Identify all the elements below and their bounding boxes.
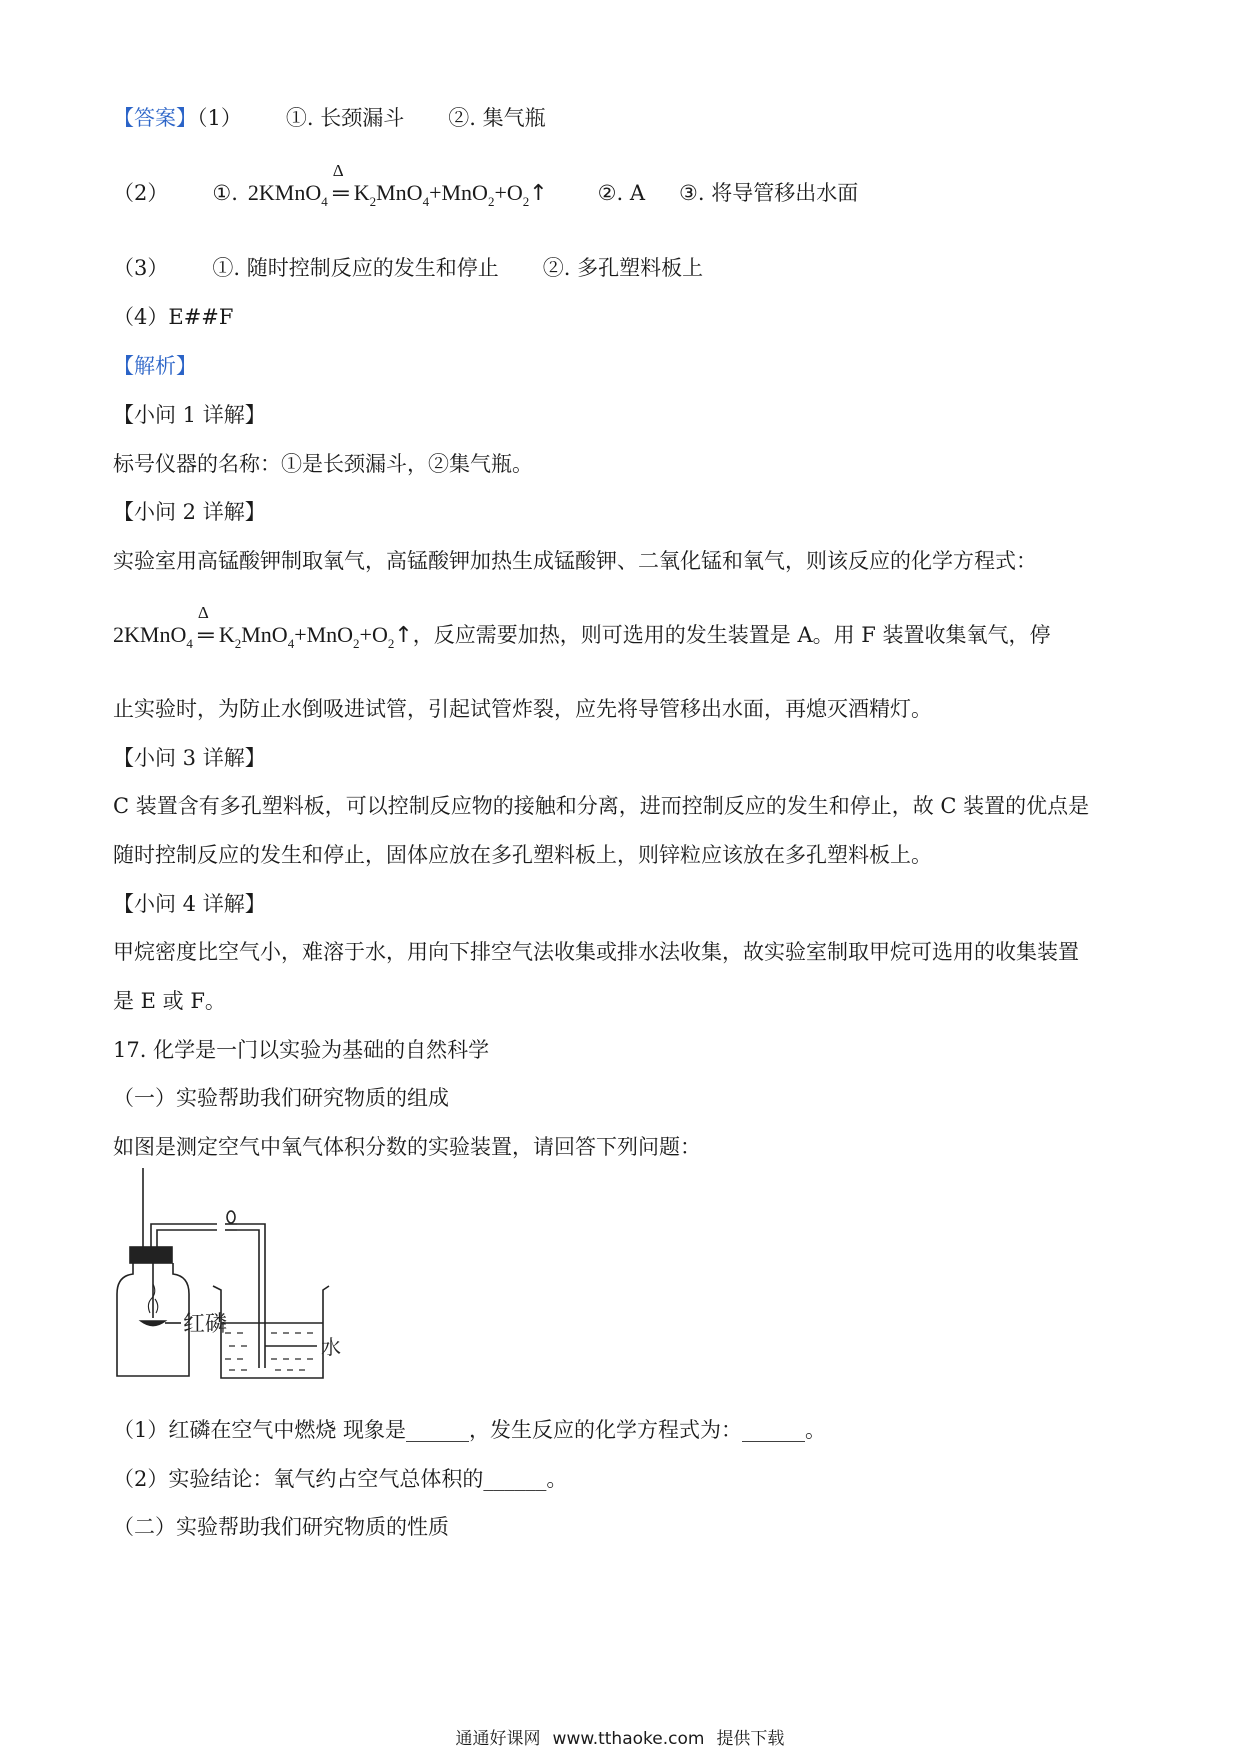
subquestion-2-text-2: ，反应需要加热，则可选用的发生装置是 A。用 F 装置收集氧气，停 — [412, 623, 1051, 647]
answer-tag: 【答案】 — [113, 106, 197, 130]
connecting-tube-left — [151, 1224, 217, 1247]
q2-answer-1-label: ①. — [212, 181, 238, 205]
subquestion-4-text-2: 是 E 或 F。 — [113, 989, 226, 1013]
combustion-spoon — [141, 1321, 165, 1326]
subquestion-2-text-3: 止实验时，为防止水倒吸进试管，引起试管炸裂，应先将导管移出水面，再熄灭酒精灯。 — [113, 697, 932, 721]
question-17-part-1: （一）实验帮助我们研究物质的组成 — [113, 1086, 449, 1110]
subquestion-2-text-1: 实验室用高锰酸钾制取氧气，高锰酸钾加热生成锰酸钾、二氧化锰和氧气，则该反应的化学方程式： — [113, 549, 1037, 573]
question-17-part-2: （二）实验帮助我们研究物质的性质 — [113, 1515, 449, 1539]
subquestion-4-text-1: 甲烷密度比空气小，难溶于水，用向下排空气法收集或排水法收集，故实验室制取甲烷可选用的收集装置 — [113, 940, 1079, 964]
question-17-title: 17. 化学是一门以实验为基础的自然科学 — [113, 1038, 490, 1062]
subquestion-3-text-2: 随时控制反应的发生和停止，固体应放在多孔塑料板上，则锌粒应该放在多孔塑料板上。 — [113, 843, 932, 867]
answer-line-4 — [113, 302, 233, 332]
q2-number: （2） — [113, 181, 169, 205]
phosphorus-label: 红磷 — [183, 1312, 228, 1337]
answer-line-3 — [113, 253, 703, 283]
footer-site-name: 通通好课网 — [455, 1729, 541, 1749]
oxygen-volume-apparatus-figure — [113, 1168, 373, 1388]
q2-equation: 2KMnO$_4$ Δ ═ $K_2MnO_4+MnO_2+O_2↑$ — [247, 161, 548, 209]
q2-answer-3: ③. 将导管移出水面 — [679, 181, 859, 205]
subquestion-2-title: 【小问 2 详解】 — [113, 500, 266, 524]
q3-number: （3） — [113, 256, 169, 280]
water-label: 水 — [321, 1335, 341, 1359]
answer-line-1 — [113, 103, 546, 133]
q1-answer-2: ②. 集气瓶 — [448, 106, 546, 130]
answer-line-2 — [113, 161, 859, 209]
apparatus-diagram — [113, 1168, 373, 1388]
question-17-intro: 如图是测定空气中氧气体积分数的实验装置，请回答下列问题： — [113, 1135, 701, 1159]
q4-number: （4） — [113, 305, 169, 329]
footer-url[interactable]: www.tthaoke.com — [552, 1729, 705, 1749]
page-footer — [0, 1724, 1240, 1749]
footer-note: 提供下载 — [716, 1729, 785, 1749]
analysis-equation: 2KMnO$_4$ Δ ═ $K_2MnO_4+MnO_2+O_2↑$ — [113, 603, 413, 651]
subquestion-3-title: 【小问 3 详解】 — [113, 746, 266, 770]
analysis-tag: 【解析】 — [113, 354, 197, 378]
q3-answer-2: ②. 多孔塑料板上 — [542, 256, 704, 280]
q1-answer-1: ①. 长颈漏斗 — [285, 106, 405, 130]
q2-answer-2: ②. A — [597, 181, 646, 205]
beaker — [213, 1286, 329, 1378]
subquestion-3-text-1: C 装置含有多孔塑料板，可以控制反应物的接触和分离，进而控制反应的发生和停止，故 C 装置的优点是 — [113, 794, 1090, 818]
subquestion-4-title: 【小问 4 详解】 — [113, 892, 266, 916]
subquestion-1-text: 标号仪器的名称：①是长颈漏斗，②集气瓶。 — [113, 452, 533, 476]
subquestion-2-equation-line — [113, 603, 1051, 651]
q1-number: （1） — [197, 106, 242, 130]
question-17-sub-2: （2）实验结论：氧气约占空气总体积的______。 — [113, 1467, 568, 1491]
q4-answer: E##F — [168, 305, 234, 329]
q3-answer-1: ①. 随时控制反应的发生和停止 — [212, 256, 499, 280]
stopper — [130, 1247, 172, 1263]
water-dashes — [225, 1333, 313, 1370]
spring-clamp — [227, 1211, 235, 1223]
subquestion-1-title: 【小问 1 详解】 — [113, 403, 266, 427]
question-17-sub-1: （1）红磷在空气中燃烧 现象是______，发生反应的化学方程式为：______。 — [113, 1418, 827, 1442]
